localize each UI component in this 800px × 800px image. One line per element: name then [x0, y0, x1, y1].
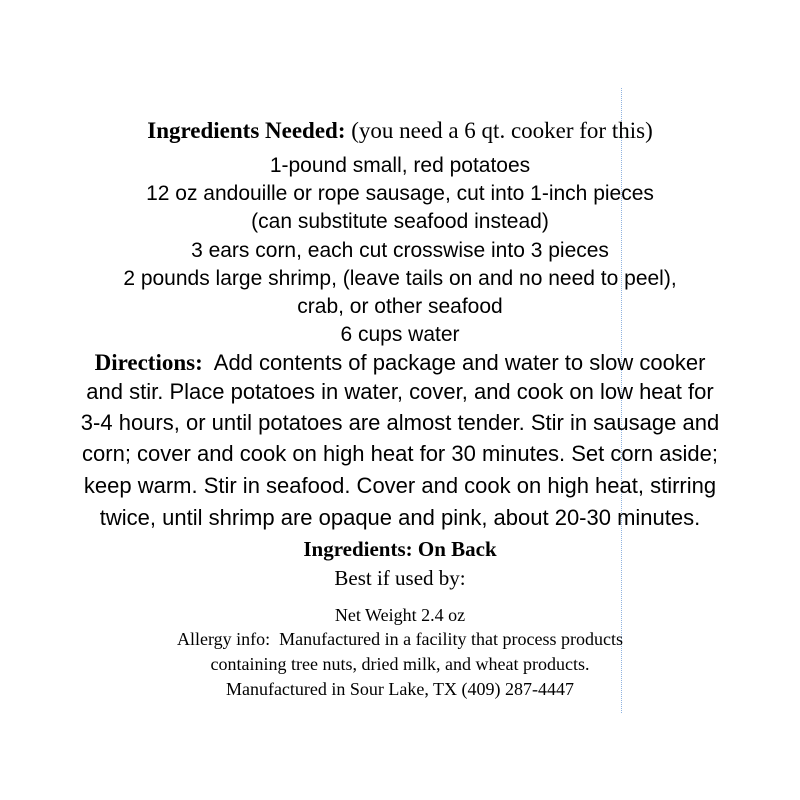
directions-line: keep warm. Stir in seafood. Cover and cook on high heat, stirring — [83, 473, 717, 498]
net-weight: Net Weight 2.4 oz — [334, 605, 466, 625]
ingredient-line: 1-pound small, red potatoes — [269, 154, 531, 177]
ingredients-on-back: Ingredients: On Back — [303, 537, 497, 561]
ingredient-line: 2 pounds large shrimp, (leave tails on and no need to peel), — [123, 267, 677, 290]
ingredients-heading-note: (you need a 6 qt. cooker for this) — [345, 118, 653, 143]
manufacturer: Manufactured in Sour Lake, TX (409) 287-4447 — [225, 679, 575, 699]
directions-line: Add contents of package and water to slow cooker — [202, 350, 706, 375]
directions-first-line — [0, 351, 800, 374]
ingredient-line: crab, or other seafood — [297, 295, 503, 318]
ingredient-line: (can substitute seafood instead) — [251, 210, 549, 233]
ingredient-line: 6 cups water — [340, 323, 460, 346]
ingredients-heading — [0, 119, 800, 142]
directions-line: twice, until shrimp are opaque and pink, about 20-30 minutes. — [99, 505, 701, 530]
directions-line: 3-4 hours, or until potatoes are almost tender. Stir in sausage and — [80, 410, 720, 435]
directions-label: Directions: — [94, 350, 203, 375]
ingredient-line: 3 ears corn, each cut crosswise into 3 pieces — [191, 239, 609, 262]
ingredients-heading-label: Ingredients Needed: — [147, 118, 346, 143]
allergy-line: Allergy info: Manufactured in a facility that process products — [176, 629, 624, 649]
allergy-line: containing tree nuts, dried milk, and wheat products. — [210, 654, 590, 674]
best-by: Best if used by: — [334, 566, 466, 590]
directions-line: corn; cover and cook on high heat for 30 minutes. Set corn aside; — [82, 441, 718, 466]
ingredient-line: 12 oz andouille or rope sausage, cut into 1-inch pieces — [146, 182, 654, 205]
directions-line: and stir. Place potatoes in water, cover, and cook on low heat for — [86, 379, 714, 404]
